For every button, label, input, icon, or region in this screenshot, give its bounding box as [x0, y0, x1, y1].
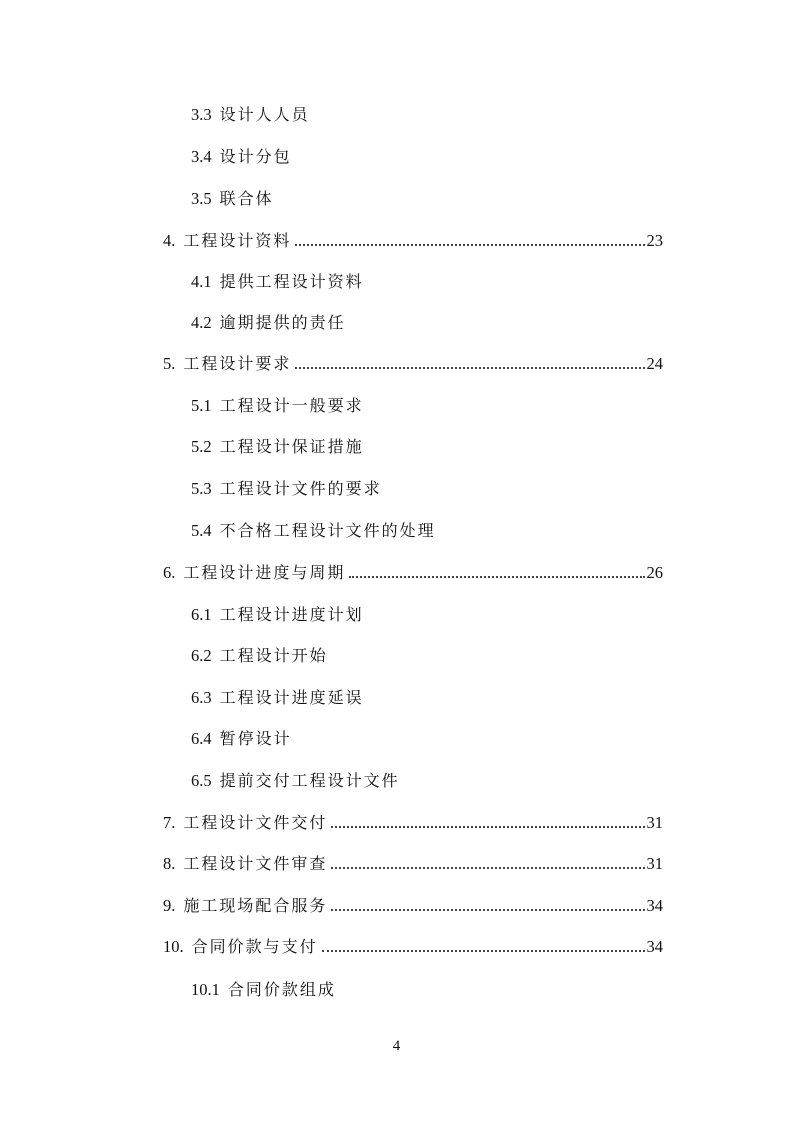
- page-number: 26: [646, 563, 663, 582]
- section-number: 6.3: [191, 688, 212, 707]
- section-number: 5.4: [191, 521, 212, 540]
- page-number: 34: [646, 896, 663, 915]
- toc-entry-6-1[interactable]: [191, 600, 661, 630]
- page-number: 31: [646, 813, 663, 832]
- section-number: 6.2: [191, 646, 212, 665]
- toc-entry-4-1[interactable]: [191, 267, 661, 297]
- section-title: 工程设计进度计划: [219, 605, 364, 624]
- page-number: 31: [646, 854, 663, 873]
- toc-entry-4-2[interactable]: [191, 308, 661, 338]
- dot-leader: [331, 826, 644, 828]
- section-number: 6.5: [191, 771, 212, 790]
- section-number: 4.2: [191, 313, 212, 332]
- section-title: 工程设计要求: [183, 354, 292, 373]
- section-number: 5.2: [191, 437, 212, 456]
- section-title: 工程设计保证措施: [219, 437, 364, 456]
- section-number: 9.: [163, 896, 176, 915]
- dot-leader: [349, 576, 644, 578]
- toc-entry-6-3[interactable]: [191, 683, 661, 713]
- section-number: 5.1: [191, 396, 212, 415]
- section-number: 10.: [163, 937, 184, 956]
- section-title: 逾期提供的责任: [219, 313, 346, 332]
- toc-entry-5[interactable]: [163, 349, 663, 379]
- page-number: 24: [646, 354, 663, 373]
- toc-entry-3-3[interactable]: [191, 100, 661, 130]
- section-title: 工程设计资料: [183, 231, 292, 250]
- toc-entry-6-5[interactable]: [191, 766, 661, 796]
- section-number: 6.1: [191, 605, 212, 624]
- section-number: 3.4: [191, 147, 212, 166]
- section-number: 3.5: [191, 189, 212, 208]
- toc-entry-3-5[interactable]: [191, 184, 661, 214]
- toc-entry-9[interactable]: [163, 891, 663, 921]
- section-title: 施工现场配合服务: [183, 896, 328, 915]
- dot-leader: [295, 367, 644, 369]
- section-number: 8.: [163, 854, 176, 873]
- section-number: 7.: [163, 813, 176, 832]
- section-title: 工程设计文件的要求: [219, 479, 382, 498]
- section-title: 工程设计一般要求: [219, 396, 364, 415]
- section-number: 3.3: [191, 105, 212, 124]
- toc-entry-10[interactable]: [163, 932, 663, 962]
- section-title: 暂停设计: [219, 729, 292, 748]
- dot-leader: [322, 950, 645, 952]
- section-title: 工程设计进度与周期: [183, 563, 346, 582]
- section-title: 提供工程设计资料: [219, 272, 364, 291]
- page-footer-number: 4: [392, 1038, 401, 1054]
- page-number: 34: [646, 937, 663, 956]
- section-title: 工程设计进度延误: [219, 688, 364, 707]
- toc-entry-5-3[interactable]: [191, 474, 661, 504]
- toc-entry-6[interactable]: [163, 558, 663, 588]
- section-title: 设计分包: [219, 147, 292, 166]
- section-title: 工程设计文件交付: [183, 813, 328, 832]
- section-title: 工程设计开始: [219, 646, 328, 665]
- section-title: 提前交付工程设计文件: [219, 771, 400, 790]
- section-number: 6.4: [191, 729, 212, 748]
- section-number: 10.1: [191, 980, 220, 999]
- dot-leader: [331, 867, 644, 869]
- section-title: 联合体: [219, 189, 274, 208]
- section-number: 5.: [163, 354, 176, 373]
- section-title: 设计人人员: [219, 105, 310, 124]
- toc-entry-5-4[interactable]: [191, 516, 661, 546]
- toc-entry-4[interactable]: [163, 226, 663, 256]
- section-title: 不合格工程设计文件的处理: [219, 521, 436, 540]
- section-title: 工程设计文件审查: [183, 854, 328, 873]
- toc-entry-6-2[interactable]: [191, 641, 661, 671]
- section-title: 合同价款与支付: [191, 937, 318, 956]
- section-number: 4.1: [191, 272, 212, 291]
- section-number: 4.: [163, 231, 176, 250]
- toc-entry-5-1[interactable]: [191, 391, 661, 421]
- page-number: 23: [646, 231, 663, 250]
- toc-entry-8[interactable]: [163, 849, 663, 879]
- toc-entry-6-4[interactable]: [191, 724, 661, 754]
- section-number: 6.: [163, 563, 176, 582]
- toc-entry-5-2[interactable]: [191, 432, 661, 462]
- section-number: 5.3: [191, 479, 212, 498]
- section-title: 合同价款组成: [227, 980, 336, 999]
- dot-leader: [295, 244, 644, 246]
- toc-entry-10-1[interactable]: [191, 975, 661, 1005]
- toc-entry-7[interactable]: [163, 808, 663, 838]
- toc-entry-3-4[interactable]: [191, 142, 661, 172]
- dot-leader: [331, 909, 644, 911]
